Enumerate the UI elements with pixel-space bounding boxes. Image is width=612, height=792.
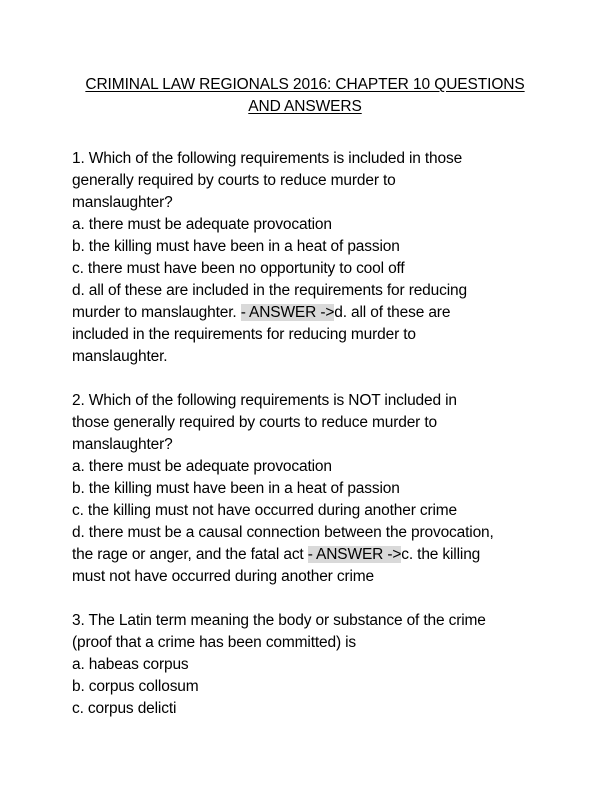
- question-stem-line: 2. Which of the following requirements is NOT included in: [72, 392, 457, 409]
- correct-answer-text: d. all of these are: [334, 304, 451, 321]
- answer-option-d-tail: murder to manslaughter.: [72, 304, 241, 321]
- answer-option-a: a. habeas corpus: [72, 656, 189, 673]
- answer-option-d-continued: [72, 302, 552, 324]
- correct-answer-line: must not have occurred during another crime: [72, 568, 374, 585]
- answer-option-d: d. all of these are included in the requirements for reducing: [72, 282, 467, 299]
- answer-option-d-tail: the rage or anger, and the fatal act: [72, 546, 308, 563]
- question-stem-line: manslaughter?: [72, 194, 173, 211]
- correct-answer-line: included in the requirements for reducing murder to: [72, 326, 416, 343]
- correct-answer-text: c. the killing: [401, 546, 481, 563]
- title-line-1: CRIMINAL LAW REGIONALS 2016: CHAPTER 10 QUESTIONS: [85, 76, 525, 93]
- question-stem-line: 1. Which of the following requirements is included in those: [72, 150, 463, 167]
- question-stem-line: manslaughter?: [72, 436, 173, 453]
- question-stem-line: 3. The Latin term meaning the body or substance of the crime: [72, 612, 486, 629]
- answer-option-d-continued: [72, 544, 552, 566]
- answer-option-b: b. the killing must have been in a heat of passion: [72, 238, 400, 255]
- answer-option-d: d. there must be a causal connection between the provocation,: [72, 524, 494, 541]
- question-stem-line: (proof that a crime has been committed) is: [72, 634, 357, 651]
- answer-marker-highlight: - ANSWER ->: [240, 304, 335, 321]
- question-2: [72, 390, 552, 588]
- answer-marker-highlight: - ANSWER ->: [307, 546, 402, 563]
- question-stem-line: generally required by courts to reduce murder to: [72, 172, 396, 189]
- title-line-2: AND ANSWERS: [248, 98, 362, 115]
- answer-option-c: c. the killing must not have occurred during another crime: [72, 502, 458, 519]
- question-1: [72, 148, 552, 368]
- questions-body: [72, 148, 552, 742]
- question-3: [72, 610, 552, 720]
- answer-option-c: c. corpus delicti: [72, 700, 177, 717]
- answer-option-a: a. there must be adequate provocation: [72, 216, 332, 233]
- document-title: [60, 74, 550, 118]
- question-stem-line: those generally required by courts to reduce murder to: [72, 414, 437, 431]
- answer-option-a: a. there must be adequate provocation: [72, 458, 332, 475]
- answer-option-c: c. there must have been no opportunity to cool off: [72, 260, 405, 277]
- answer-option-b: b. the killing must have been in a heat of passion: [72, 480, 400, 497]
- answer-option-b: b. corpus collosum: [72, 678, 199, 695]
- correct-answer-line: manslaughter.: [72, 348, 168, 365]
